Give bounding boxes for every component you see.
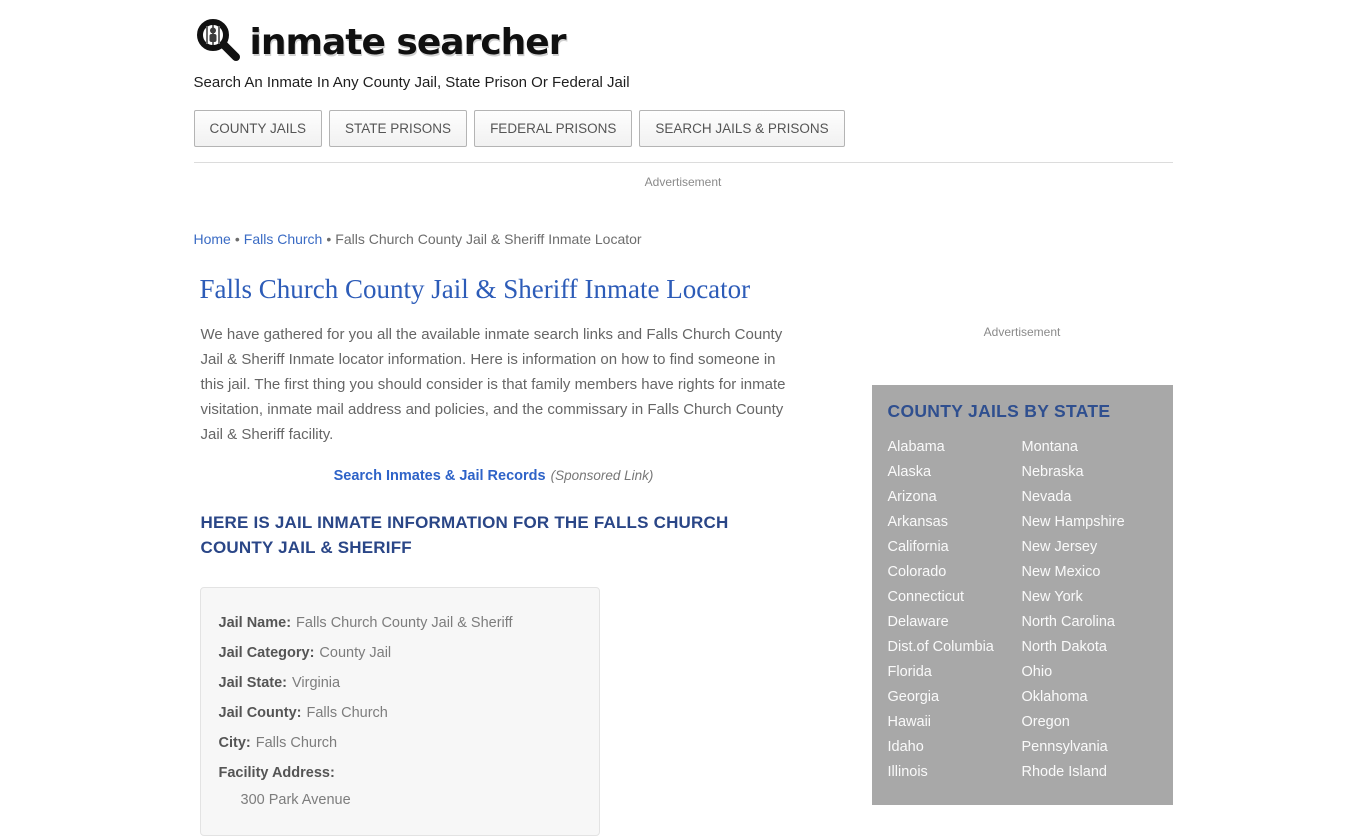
magnifier-inmate-icon bbox=[194, 16, 242, 69]
jail-name-value: Falls Church County Jail & Sheriff bbox=[296, 615, 513, 631]
breadcrumb-current: Falls Church County Jail & Sheriff Inmate Locator bbox=[335, 231, 642, 247]
breadcrumb bbox=[194, 231, 794, 247]
state-link-new-jersey[interactable]: New Jersey bbox=[1021, 539, 1098, 555]
main-nav bbox=[194, 110, 1173, 147]
site-header bbox=[194, 0, 1173, 189]
jail-city-row bbox=[219, 728, 581, 758]
intro-paragraph: We have gathered for you all the available inmate search links and Falls Church County Jail & Sheriff Inmate locator information. Here is information on how to find someone in this jail. The first thing you should consider is that family members have rights for inmate visitation, inmate mail address and policies, and the commissary in Falls Church County Jail & Sheriff facility. bbox=[200, 326, 786, 443]
jail-category-value: County Jail bbox=[319, 645, 392, 661]
state-link-nevada[interactable]: Nevada bbox=[1021, 489, 1072, 505]
jail-county-value: Falls Church bbox=[306, 705, 388, 721]
sidebar-ad-label: Advertisement bbox=[983, 325, 1061, 339]
main-column bbox=[194, 231, 794, 836]
jail-county-row bbox=[219, 698, 581, 728]
jail-state-row bbox=[219, 668, 581, 698]
page-title: Falls Church County Jail & Sheriff Inmate Locator bbox=[199, 274, 751, 304]
state-link-montana[interactable]: Montana bbox=[1021, 439, 1078, 455]
state-link-idaho[interactable]: Idaho bbox=[887, 739, 924, 755]
jail-info-box bbox=[200, 587, 600, 836]
page bbox=[194, 0, 1173, 836]
state-link-new-york[interactable]: New York bbox=[1021, 589, 1083, 605]
state-link-florida[interactable]: Florida bbox=[887, 664, 932, 680]
jail-city-label: City: bbox=[218, 735, 251, 751]
state-link-illinois[interactable]: Illinois bbox=[887, 764, 928, 780]
state-link-new-hampshire[interactable]: New Hampshire bbox=[1021, 514, 1125, 530]
state-link-alabama[interactable]: Alabama bbox=[887, 439, 945, 455]
state-link-rhode-island[interactable]: Rhode Island bbox=[1021, 764, 1107, 780]
jail-name-label: Jail Name: bbox=[218, 615, 292, 631]
site-tagline: Search An Inmate In Any County Jail, State Prison Or Federal Jail bbox=[193, 74, 630, 91]
facility-address-line: 300 Park Avenue bbox=[240, 792, 351, 808]
facility-address-row bbox=[219, 758, 581, 788]
state-link-oklahoma[interactable]: Oklahoma bbox=[1021, 689, 1088, 705]
jail-state-label: Jail State: bbox=[218, 675, 287, 691]
state-link-dist-of-columbia[interactable]: Dist.of Columbia bbox=[887, 639, 994, 655]
sponsored-note: (Sponsored Link) bbox=[550, 468, 654, 483]
state-link-pennsylvania[interactable]: Pennsylvania bbox=[1021, 739, 1108, 755]
breadcrumb-home-link[interactable]: Home bbox=[193, 231, 231, 247]
jail-name-row bbox=[219, 608, 581, 638]
state-link-north-carolina[interactable]: North Carolina bbox=[1021, 614, 1115, 630]
section-heading: HERE IS JAIL INMATE INFORMATION FOR THE FALLS CHURCH COUNTY JAIL & SHERIFF bbox=[200, 513, 729, 557]
state-link-alaska[interactable]: Alaska bbox=[887, 464, 932, 480]
header-divider bbox=[194, 162, 1173, 163]
content-area bbox=[194, 231, 1173, 836]
state-link-arizona[interactable]: Arizona bbox=[887, 489, 937, 505]
nav-federal-prisons[interactable]: FEDERAL PRISONS bbox=[474, 110, 632, 147]
sponsored-line bbox=[194, 468, 794, 484]
jail-county-label: Jail County: bbox=[218, 705, 302, 721]
state-link-new-mexico[interactable]: New Mexico bbox=[1021, 564, 1101, 580]
states-column-1 bbox=[888, 435, 1022, 785]
states-box-heading: COUNTY JAILS BY STATE bbox=[887, 401, 1111, 421]
state-link-california[interactable]: California bbox=[887, 539, 949, 555]
county-jails-by-state-box bbox=[872, 385, 1173, 805]
states-column-2 bbox=[1022, 435, 1157, 785]
breadcrumb-separator: • bbox=[234, 231, 240, 247]
top-ad-label: Advertisement bbox=[644, 175, 722, 189]
state-link-colorado[interactable]: Colorado bbox=[887, 564, 947, 580]
state-link-arkansas[interactable]: Arkansas bbox=[887, 514, 948, 530]
nav-search-jails-prisons[interactable]: SEARCH JAILS & PRISONS bbox=[639, 110, 844, 147]
jail-city-value: Falls Church bbox=[255, 735, 338, 751]
jail-state-value: Virginia bbox=[292, 675, 341, 691]
state-link-nebraska[interactable]: Nebraska bbox=[1021, 464, 1084, 480]
site-logo[interactable] bbox=[194, 16, 1173, 69]
state-link-ohio[interactable]: Ohio bbox=[1021, 664, 1053, 680]
breadcrumb-parent-link[interactable]: Falls Church bbox=[243, 231, 323, 247]
breadcrumb-separator: • bbox=[326, 231, 332, 247]
state-link-north-dakota[interactable]: North Dakota bbox=[1021, 639, 1107, 655]
jail-category-row bbox=[219, 638, 581, 668]
state-link-oregon[interactable]: Oregon bbox=[1021, 714, 1070, 730]
sponsored-search-link[interactable]: Search Inmates & Jail Records bbox=[333, 468, 546, 484]
state-link-delaware[interactable]: Delaware bbox=[887, 614, 949, 630]
nav-county-jails[interactable]: COUNTY JAILS bbox=[194, 110, 323, 147]
state-link-connecticut[interactable]: Connecticut bbox=[887, 589, 965, 605]
logo-wordmark: inmate searcher bbox=[249, 22, 566, 63]
state-link-hawaii[interactable]: Hawaii bbox=[887, 714, 932, 730]
state-link-georgia[interactable]: Georgia bbox=[887, 689, 940, 705]
sidebar bbox=[872, 231, 1173, 805]
nav-state-prisons[interactable]: STATE PRISONS bbox=[329, 110, 467, 147]
jail-category-label: Jail Category: bbox=[218, 645, 315, 661]
facility-address-label: Facility Address: bbox=[218, 765, 335, 781]
states-columns bbox=[888, 435, 1157, 785]
